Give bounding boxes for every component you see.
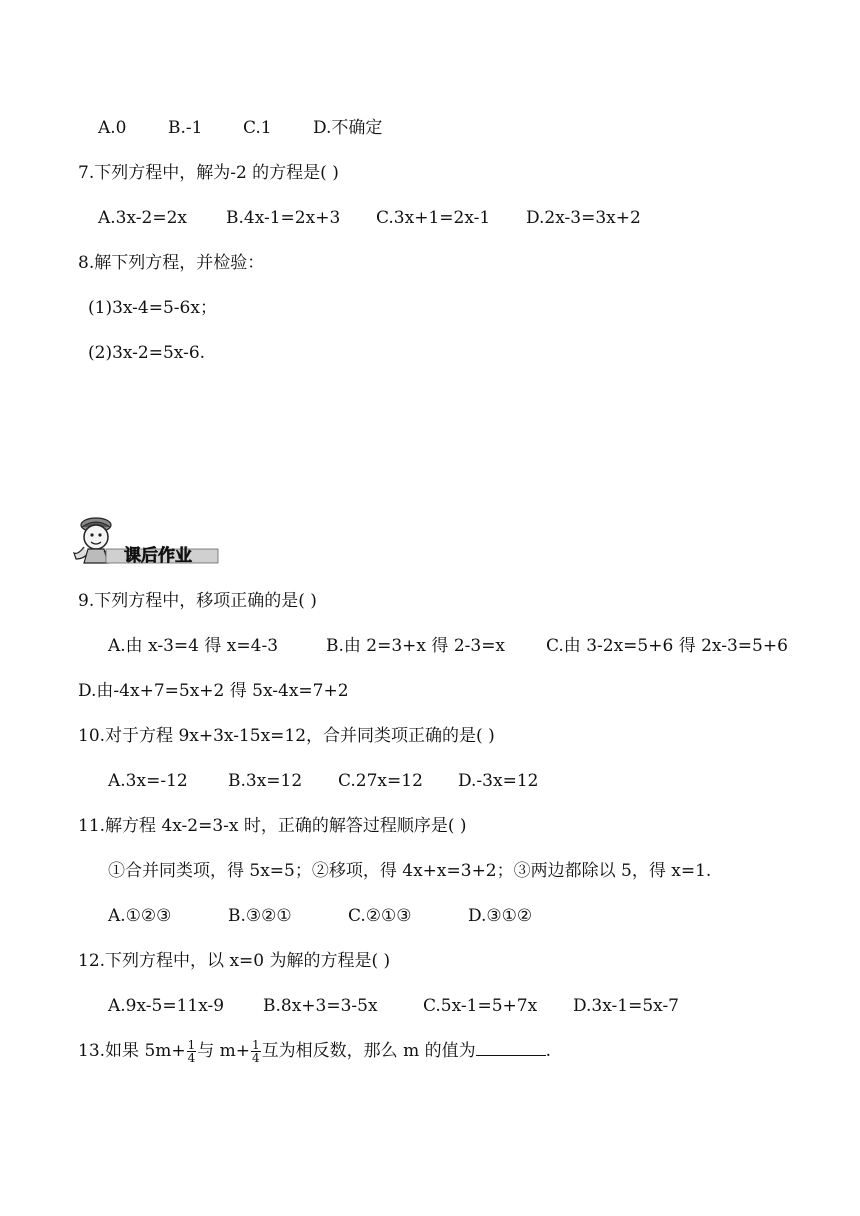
q13-frac2-numerator: 1	[252, 1038, 260, 1052]
q10-stem: 10.对于方程 9x+3x-15x=12，合并同类项正确的是( )	[78, 726, 495, 746]
q10-option-a: A.3x=-12	[108, 771, 188, 791]
q11-stem: 11.解方程 4x-2=3-x 时，正确的解答过程顺序是( )	[78, 816, 467, 836]
q12-option-a: A.9x-5=11x-9	[108, 996, 225, 1016]
q7-option-d: D.2x-3=3x+2	[526, 208, 641, 228]
q6-options	[98, 117, 382, 139]
q11-option-a: A.①②③	[108, 906, 172, 926]
q9-stem: 9.下列方程中，移项正确的是( )	[78, 591, 317, 611]
q10-option-b: B.3x=12	[228, 771, 303, 791]
q8-stem: 8.解下列方程，并检验：	[78, 253, 265, 273]
q11-option-d: D.③①②	[468, 906, 533, 926]
q13-frac1-denominator: 4	[187, 1051, 196, 1065]
q9-option-d: D.由-4x+7=5x+2 得 5x-4x=7+2	[78, 681, 349, 701]
q8-part-1: (1)3x-4=5-6x；	[88, 298, 217, 318]
q9-options	[108, 635, 788, 657]
q11-options	[108, 905, 532, 927]
q13-frac1-numerator: 1	[187, 1038, 196, 1052]
q6-option-a: A.0	[98, 118, 127, 138]
q11-option-c: C.②①③	[348, 906, 412, 926]
q10-option-c: C.27x=12	[338, 771, 423, 791]
q12-option-d: D.3x-1=5x-7	[573, 996, 680, 1016]
q13-answer-blank[interactable]	[476, 1039, 546, 1056]
q12-stem: 12.下列方程中，以 x=0 为解的方程是( )	[78, 951, 391, 971]
section-title: 课后作业	[124, 546, 192, 566]
q12-option-c: C.5x-1=5+7x	[423, 996, 538, 1016]
q7-options	[98, 207, 641, 229]
q6-option-b: B.-1	[168, 118, 203, 138]
q13-fraction-2	[251, 1039, 261, 1064]
q6-option-c: C.1	[243, 118, 272, 138]
q7-stem: 7.下列方程中，解为-2 的方程是( )	[78, 163, 339, 183]
q13-frac2-denominator: 4	[252, 1051, 260, 1065]
q13-end: .	[545, 1041, 552, 1061]
q9-option-b: B.由 2=3+x 得 2-3=x	[326, 636, 506, 656]
q13-fraction-1	[187, 1039, 197, 1064]
q7-option-a: A.3x-2=2x	[98, 208, 187, 228]
q8-part-2: (2)3x-2=5x-6.	[88, 343, 206, 363]
q12-option-b: B.8x+3=3-5x	[263, 996, 378, 1016]
q11-steps: ①合并同类项，得 5x=5；②移项，得 4x+x=3+2；③两边都除以 5，得 x=1.	[108, 861, 712, 881]
q10-options	[108, 770, 538, 792]
q13-suffix: 互为相反数，那么 m 的值为	[261, 1041, 476, 1061]
q13-prefix: 13.如果 5m+	[78, 1041, 186, 1061]
section-banner	[70, 515, 220, 567]
q7-option-c: C.3x+1=2x-1	[376, 208, 491, 228]
q7-option-b: B.4x-1=2x+3	[226, 208, 341, 228]
q11-option-b: B.③②①	[228, 906, 292, 926]
q9-option-c: C.由 3-2x=5+6 得 2x-3=5+6	[546, 636, 788, 656]
q10-option-d: D.-3x=12	[458, 771, 539, 791]
q13-line	[78, 1036, 551, 1066]
q6-option-d: D.不确定	[313, 118, 383, 138]
q12-options	[108, 995, 679, 1017]
q13-middle: 与 m+	[197, 1041, 251, 1061]
q9-option-a: A.由 x-3=4 得 x=4-3	[108, 636, 279, 656]
